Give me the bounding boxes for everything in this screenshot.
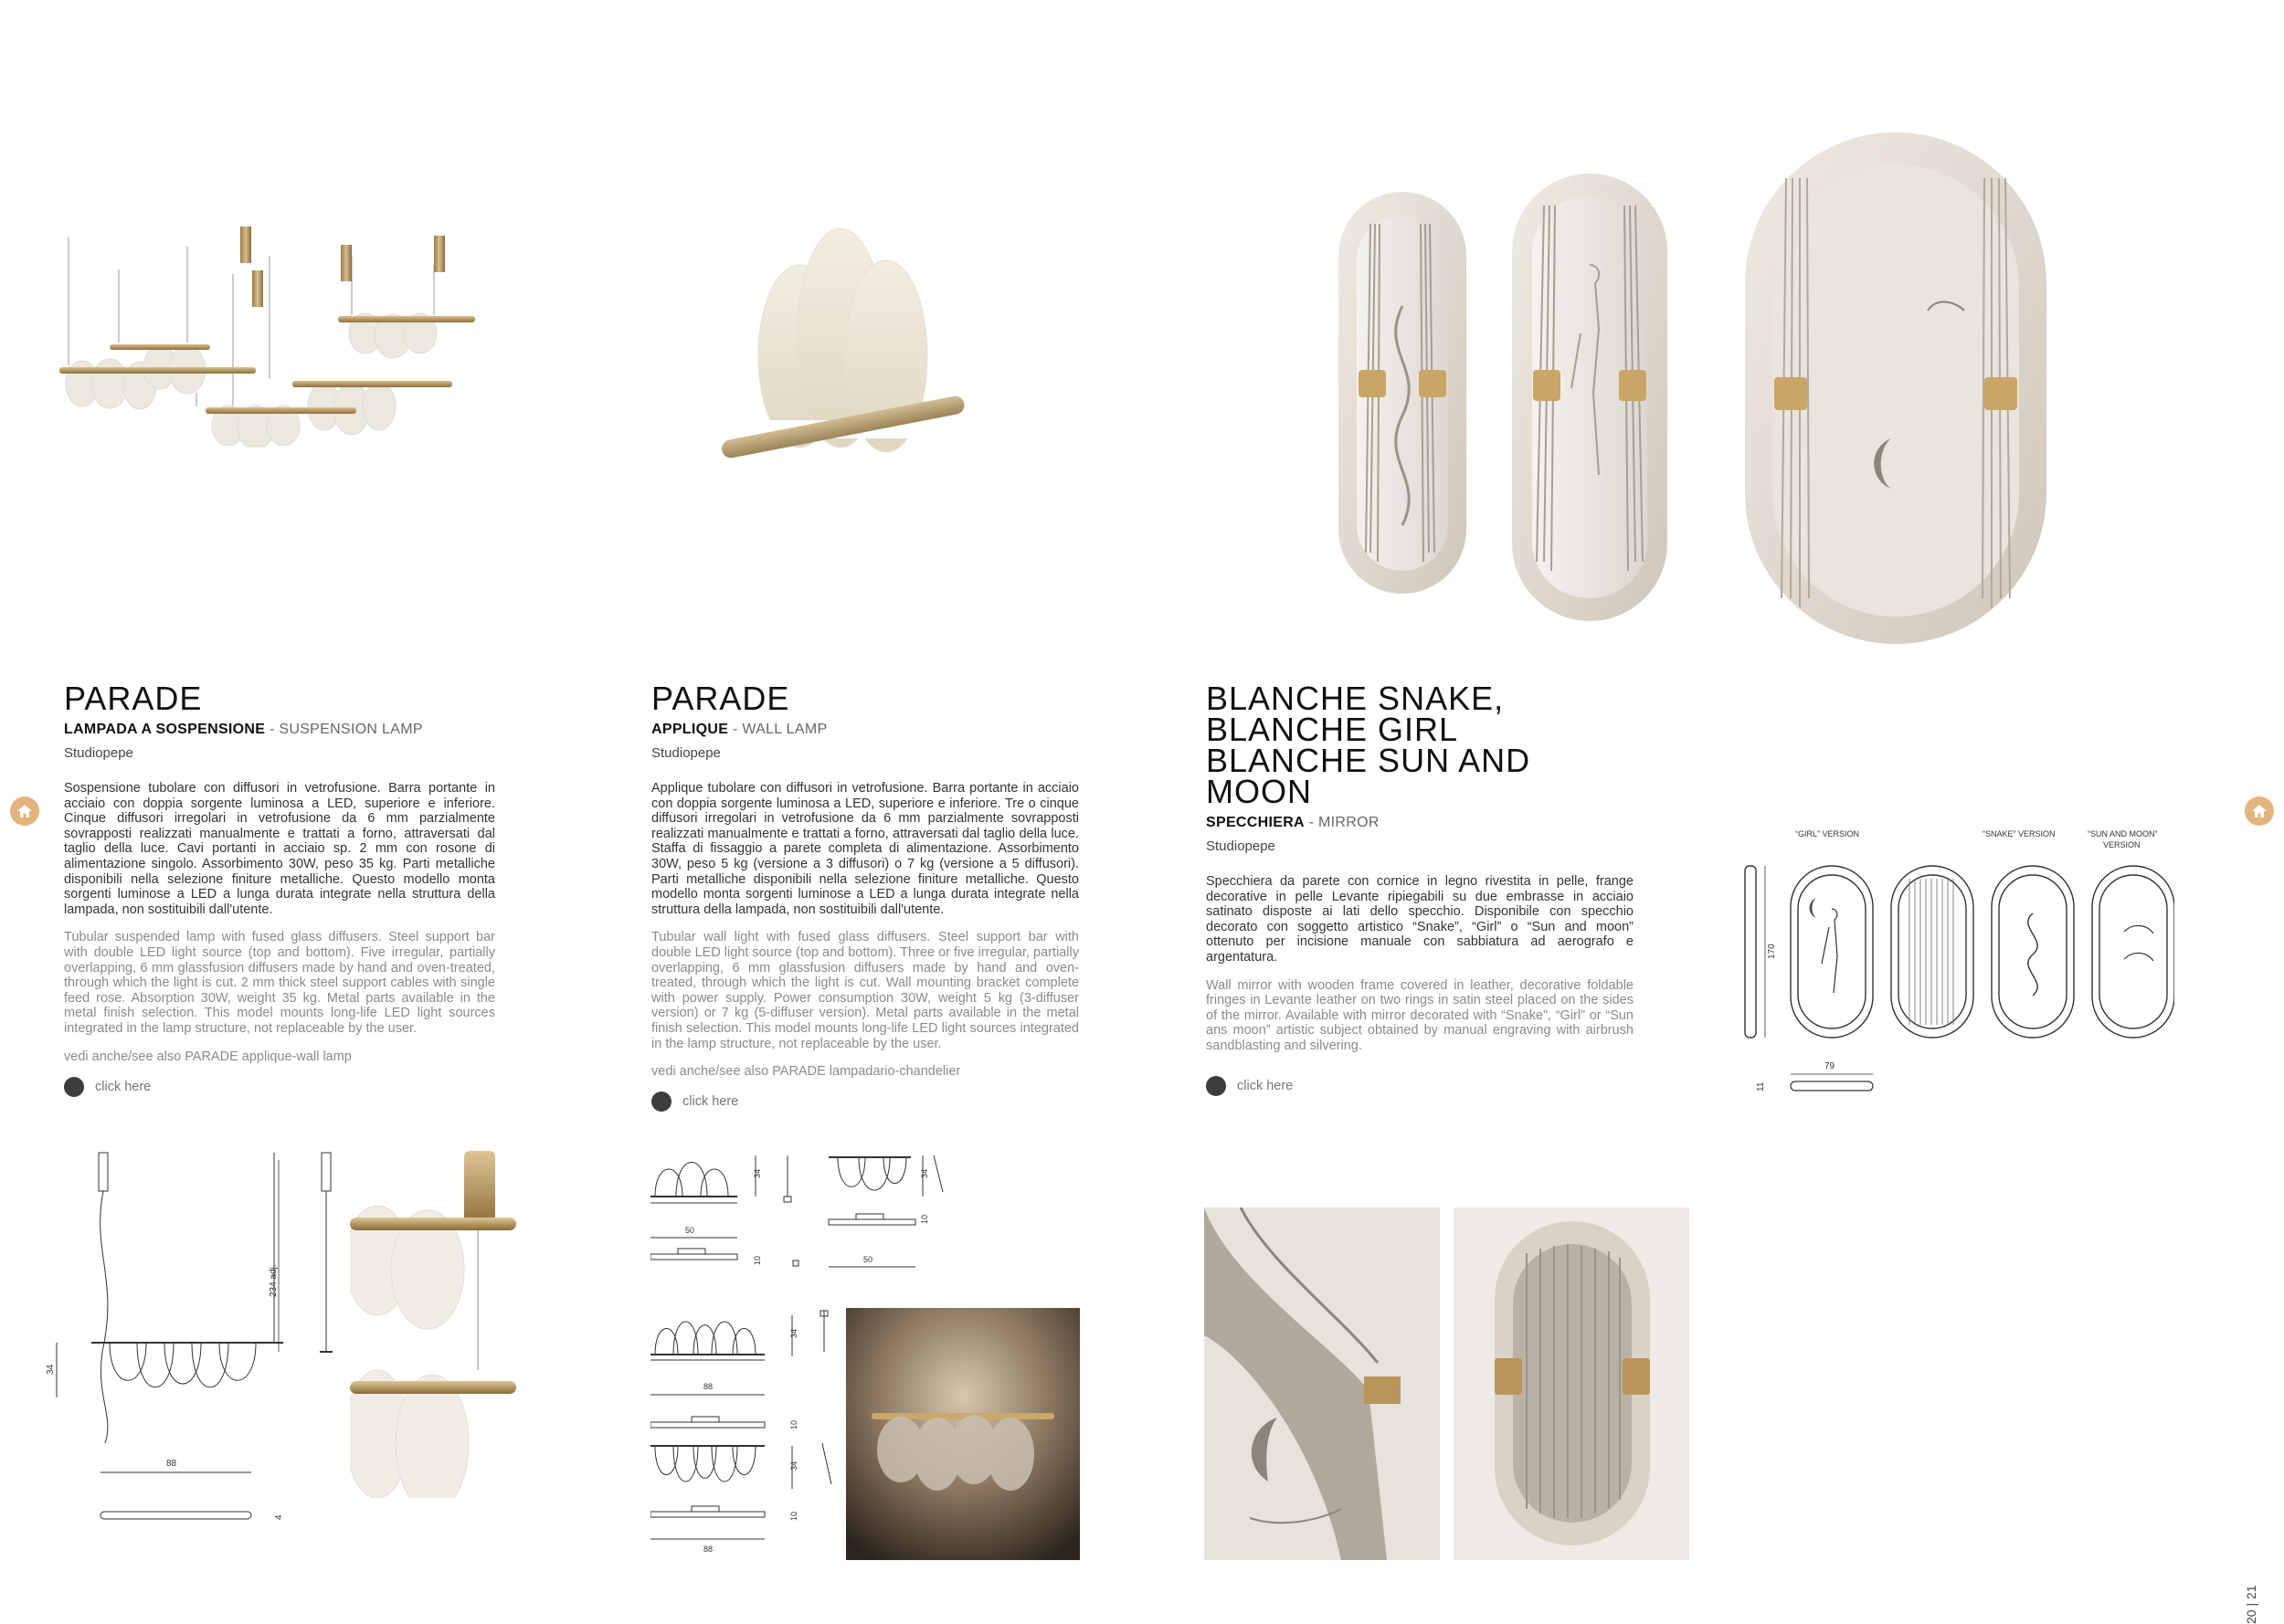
label-sun-version-2: VERSION xyxy=(2103,840,2141,849)
dim-h-large-front: 34 xyxy=(789,1461,798,1471)
home-button-left[interactable] xyxy=(10,796,39,826)
click-here-label: click here xyxy=(682,1094,739,1110)
product-block-blanche-mirror xyxy=(1206,680,1634,1096)
dim-body: 34 xyxy=(46,1364,56,1375)
dim-d-large: 10 xyxy=(789,1419,798,1429)
circle-dot-icon xyxy=(64,1077,84,1097)
description-it: Sospensione tubolare con diffusori in vetrofusione. Barra portante in acciaio con doppia sorgente luminosa a LED, superiore e inferiore. Cinque diffusori irregolari in vetrofusione da 6 mm parzialmente sovrapposti realizzati manualmente e trattati a forno, attraversati dal taglio della luce. Cavi portanti in acciaio sp. 2 mm con rosone di alimentazione singolo. Assorbimento 30W, peso 35 kg. Parti metalliche disponibili nella selezione finiture metalliche. Questo modello monta sorgenti luminose a LED a lunga durata integrate nella struttura della lampada, non sostituibili dall'utente. xyxy=(64,781,495,917)
blanche-technical-drawing xyxy=(1736,822,2174,1105)
click-here-label: click here xyxy=(1237,1078,1294,1093)
dim-mirror-depth: 11 xyxy=(1756,1081,1766,1091)
dim-h-small-front: 34 xyxy=(920,1168,929,1178)
page-number: 20 | 21 xyxy=(2244,1585,2258,1624)
dim-mirror-width: 79 xyxy=(1824,1061,1835,1071)
designer: Studiopepe xyxy=(651,745,721,761)
blanche-mirrors-photo xyxy=(1325,123,2129,662)
dim-height: 234 adj. xyxy=(269,1264,279,1297)
see-also-link[interactable]: vedi anche/see also PARADE lampadario-chandelier xyxy=(651,1064,961,1080)
dim-w-large-front: 88 xyxy=(703,1545,714,1554)
click-here-button[interactable] xyxy=(651,1091,1079,1112)
circle-dot-icon xyxy=(1206,1076,1226,1096)
home-icon xyxy=(2250,802,2268,820)
label-sun-version: “SUN AND MOON” xyxy=(2088,829,2158,838)
designer: Studiopepe xyxy=(64,745,133,761)
dim-h-large: 34 xyxy=(789,1328,798,1338)
description-en: Tubular wall light with fused glass diffusers. Steel support bar with double LED light source (top and bottom). Three or five irregular, partially overlapping, 6 mm glassfusion diffusers made by hand and oven-treated, through which the light is cut. Wall mounting bracket complete with power supply. Power consumption 30W, weight 5 kg (3-diffuser version) or 7 kg (5-diffuser version). Metal parts available in the metal finish selection. This model mounts long-life LED light sources integrated in the lamp structure, not replaceable by the user. xyxy=(651,930,1080,1051)
dim-mirror-height: 170 xyxy=(1767,944,1777,959)
label-snake-version: “SNAKE” VERSION xyxy=(1983,829,2056,838)
product-title: PARADE xyxy=(64,680,203,717)
dim-width: 88 xyxy=(166,1459,177,1469)
dim-w-large: 88 xyxy=(703,1382,714,1391)
click-here-label: click here xyxy=(95,1079,152,1094)
label-girl-version: “GIRL” VERSION xyxy=(1795,829,1860,838)
blanche-detail-photo-right xyxy=(1454,1207,1689,1560)
parade-wall-ambient-photo xyxy=(846,1308,1080,1560)
dim-w-small: 50 xyxy=(685,1226,695,1235)
see-also-link[interactable]: vedi anche/see also PARADE applique-wall lamp xyxy=(64,1049,352,1064)
dim-depth: 4 xyxy=(274,1514,284,1520)
description-en: Tubular suspended lamp with fused glass diffusers. Steel support bar with double LED light source (top and bottom). Five irregular, partially overlapping, 6 mm glassfusion diffusers made by hand and oven-treated, through which the light is cut. 2 mm thick steel support cables with single feed rose. Absorption 30W, weight 35 kg. Metal parts available in the metal finish selection. This model mounts long-life LED light sources integrated in the lamp structure, not replaceable by the user. xyxy=(64,930,495,1036)
dim-w-small-front: 50 xyxy=(863,1255,873,1264)
click-here-button[interactable] xyxy=(64,1077,495,1097)
parade-suspension-photo xyxy=(50,219,580,448)
blanche-detail-photo-left xyxy=(1204,1207,1440,1560)
designer: Studiopepe xyxy=(1206,838,1275,854)
product-title: PARADE xyxy=(651,680,790,717)
product-type: APPLIQUE - WALL LAMP xyxy=(651,722,828,737)
dim-d: 10 xyxy=(753,1255,762,1265)
home-button-right[interactable] xyxy=(2245,796,2274,826)
parade-suspension-technical-drawing xyxy=(37,1142,347,1534)
home-icon xyxy=(16,802,34,820)
product-title: BLANCHE SNAKE, BLANCHE GIRL BLANCHE SUN AND MOON xyxy=(1206,680,1531,810)
product-type: LAMPADA A SOSPENSIONE - SUSPENSION LAMP xyxy=(64,722,423,737)
description-it: Applique tubolare con diffusori in vetrofusione. Barra portante in acciaio con doppia sorgente luminosa a LED, superiore e inferiore. Tre o cinque diffusori irregolari in vetrofusione da 6 mm parzialmente sovrapposti realizzati manualmente e trattati a forno, attraversati dal taglio della luce. Staffa di fissaggio a parete completa di alimentazione. Assorbimento 30W, peso 5 kg (versione a 3 diffusori) o 7 kg (versione a 5 diffusori). Parti metalliche disponibili nella selezione finiture metalliche. Questo modello monta sorgenti luminose a LED a lunga durata integrate nella struttura della lampada, non sostituibili dall'utente. xyxy=(651,781,1079,917)
dim-d-front: 10 xyxy=(920,1214,929,1224)
dim-d-large-front: 10 xyxy=(789,1511,798,1521)
product-block-parade-suspension xyxy=(64,680,495,1097)
circle-dot-icon xyxy=(651,1091,671,1112)
dim-h-small: 34 xyxy=(753,1168,762,1178)
product-block-parade-wall xyxy=(651,680,1080,1112)
parade-suspension-detail-photo xyxy=(350,1142,516,1498)
click-here-button[interactable] xyxy=(1206,1076,1634,1096)
product-type: SPECCHIERA - MIRROR xyxy=(1206,815,1380,830)
description-it: Specchiera da parete con cornice in legno rivestita in pelle, frange decorative in pelle Levante ripiegabili su due embrasse in acciaio satinato disposte ai lati dello specchio. Disponibile con specchio decorato con soggetto artistico “Snake”, “Girl” o “Sun and moon” ottenuto per incisione manuale con sabbiatura ad aerografo e argentatura. xyxy=(1206,874,1634,965)
description-en: Wall mirror with wooden frame covered in leather, decorative foldable fringes in Levante leather on two rings in satin steel placed on the sides of the mirror. Available with mirror decorated with “Snake”, “Girl” or “Sun ans moon” artistic subject obtained by manual engraving with airbrush sandblasting and silvering. xyxy=(1206,977,1634,1053)
parade-wall-lamp-photo xyxy=(713,219,1005,466)
